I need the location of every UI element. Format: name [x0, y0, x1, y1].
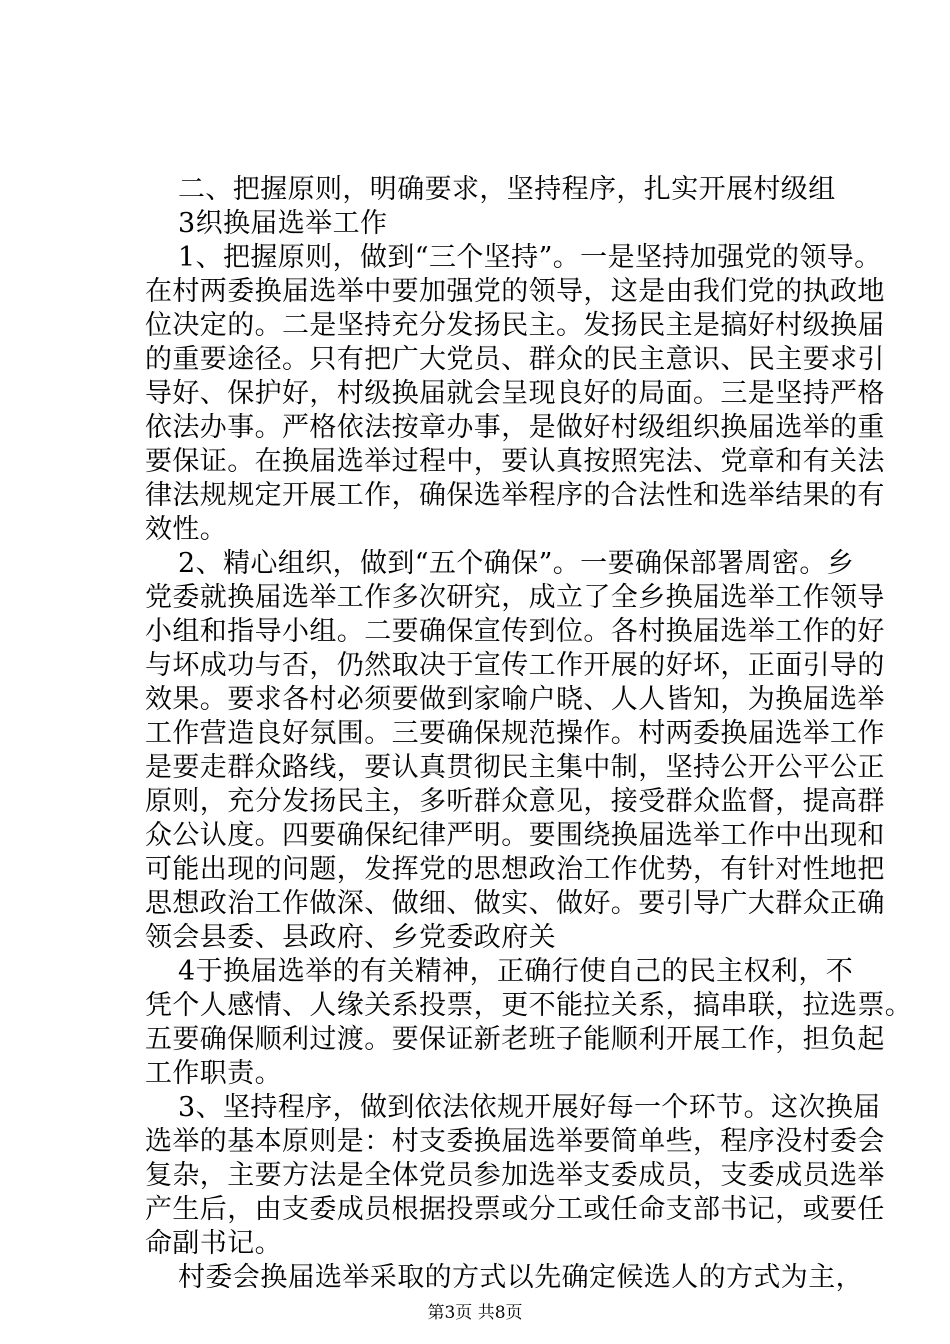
text-line: 五要确保顺利过渡。要保证新老班子能顺利开展工作，担负起	[145, 1024, 885, 1055]
text-line: 产生后，由支委成员根据投票或分工或任命支部书记，或要任	[145, 1194, 885, 1225]
text-line: 村委会换届选举采取的方式以先确定候选人的方式为主，	[178, 1262, 863, 1293]
text-line: 要保证。在换届选举过程中，要认真按照宪法、党章和有关法	[145, 446, 885, 477]
text-line: 思想政治工作做深、做细、做实、做好。要引导广大群众正确	[145, 888, 885, 919]
text-line: 效果。要求各村必须要做到家喻户晓、人人皆知，为换届选举	[145, 684, 885, 715]
page-footer: 第3页 共8页	[427, 1303, 523, 1323]
text-line: 选举的基本原则是：村支委换届选举要简单些，程序没村委会	[145, 1126, 885, 1157]
text-line: 导好、保护好，村级换届就会呈现良好的局面。三是坚持严格	[145, 378, 885, 409]
text-line: 小组和指导小组。二要确保宣传到位。各村换届选举工作的好	[145, 616, 885, 647]
text-line: 4于换届选举的有关精神，正确行使自己的民主权利，不	[178, 956, 854, 987]
text-line: 2、精心组织，做到“五个确保”。一要确保部署周密。乡	[178, 548, 855, 579]
text-line: 原则，充分发扬民主，多听群众意见，接受群众监督，提高群	[145, 786, 885, 817]
text-line: 工作职责。	[145, 1058, 282, 1089]
text-line: 依法办事。严格依法按章办事，是做好村级组织换届选举的重	[145, 412, 885, 443]
text-line: 复杂，主要方法是全体党员参加选举支委成员，支委成员选举	[145, 1160, 885, 1191]
text-line: 工作营造良好氛围。三要确保规范操作。村两委换届选举工作	[145, 718, 885, 749]
text-line: 位决定的。二是坚持充分发扬民主。发扬民主是搞好村级换届	[145, 310, 885, 341]
text-line: 的重要途径。只有把广大党员、群众的民主意识、民主要求引	[145, 344, 885, 375]
text-line: 凭个人感情、人缘关系投票，更不能拉关系，搞串联，拉选票。	[145, 990, 913, 1021]
text-line: 律法规规定开展工作，确保选举程序的合法性和选举结果的有	[145, 480, 885, 511]
text-line: 3织换届选举工作	[178, 208, 388, 239]
text-line: 在村两委换届选举中要加强党的领导，这是由我们党的执政地	[145, 276, 885, 307]
text-line: 是要走群众路线，要认真贯彻民主集中制，坚持公开公平公正	[145, 752, 885, 783]
text-line: 可能出现的问题，发挥党的思想政治工作优势，有针对性地把	[145, 854, 885, 885]
text-line: 与坏成功与否，仍然取决于宣传工作开展的好坏，正面引导的	[145, 650, 885, 681]
text-line: 1、把握原则，做到“三个坚持”。一是坚持加强党的领导。	[178, 242, 882, 273]
text-line: 党委就换届选举工作多次研究，成立了全乡换届选举工作领导	[145, 582, 885, 613]
text-line: 二、把握原则，明确要求，坚持程序，扎实开展村级组	[178, 174, 836, 205]
text-line: 领会县委、县政府、乡党委政府关	[145, 922, 556, 953]
text-line: 众公认度。四要确保纪律严明。要围绕换届选举工作中出现和	[145, 820, 885, 851]
text-line: 效性。	[145, 514, 228, 545]
text-line: 命副书记。	[145, 1228, 282, 1259]
text-line: 3、坚持程序，做到依法依规开展好每一个环节。这次换届	[178, 1092, 881, 1123]
